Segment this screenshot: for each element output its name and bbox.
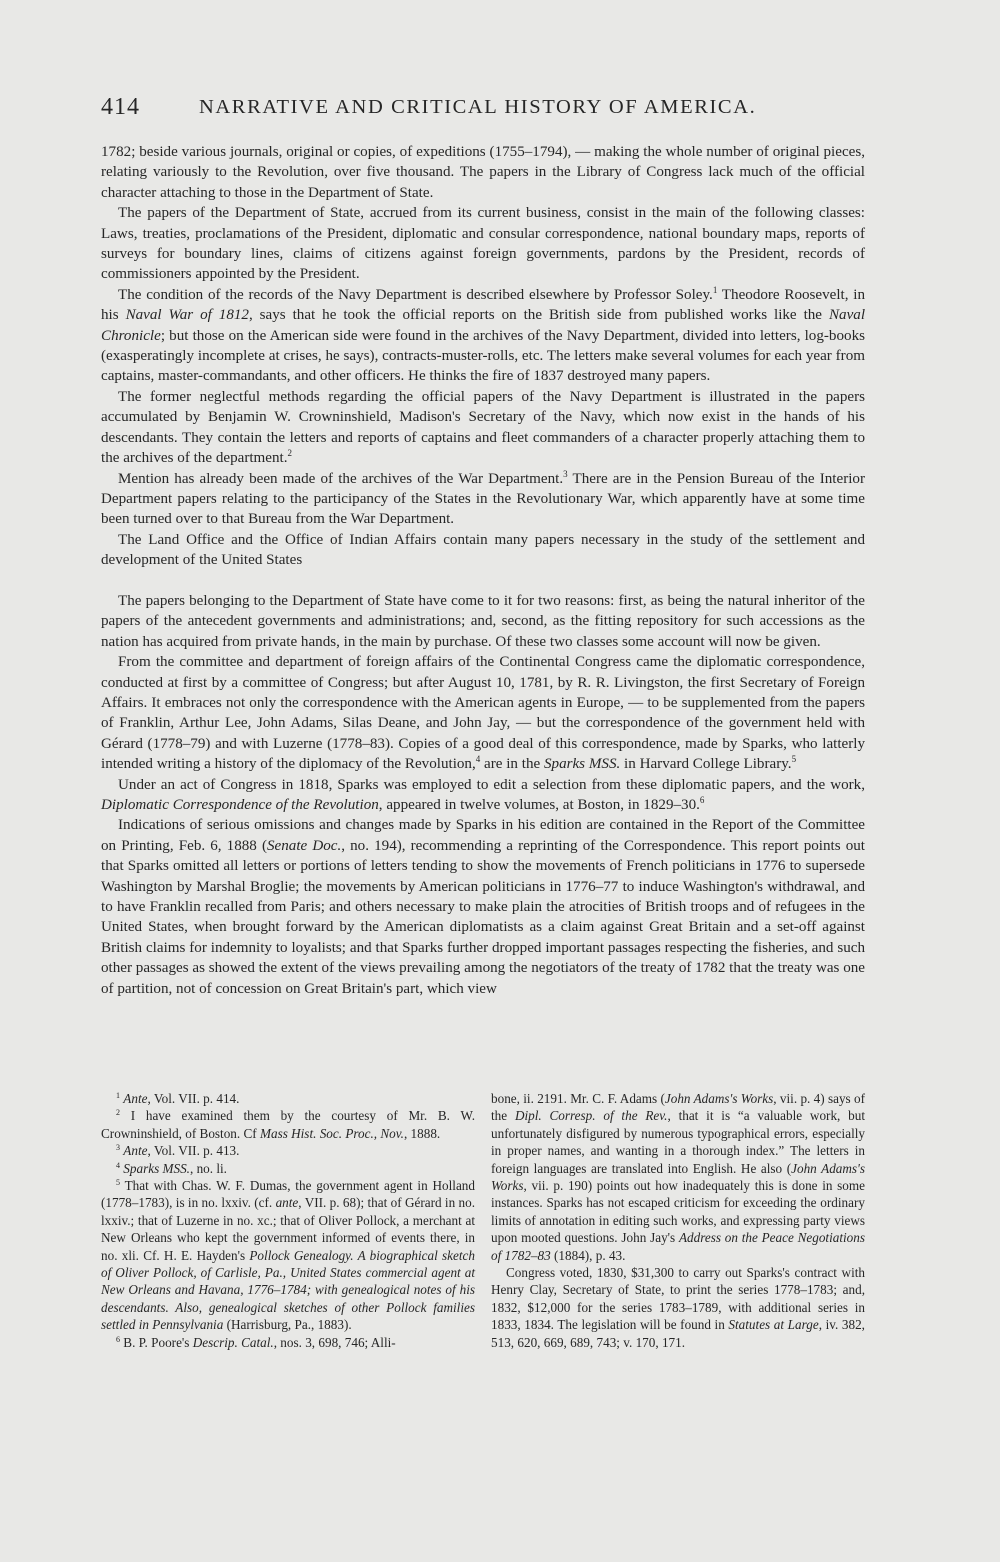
paragraph: The papers of the Department of State, accrued from its current business, consist in the main of the following classes: Laws, treaties, proclamations of the President, diplomatic and consular correspondence, national boundary maps, reports of surveys for boundary lines, claims of citizens against foreign governments, pardons by the President, records of commissioners appointed by the President.: [101, 205, 865, 283]
text-run: in Harvard College Library.: [620, 756, 792, 773]
footnote: [101, 1107, 475, 1142]
italic-title: Naval Chronicle: [101, 307, 866, 344]
italic-title: ante: [275, 1195, 299, 1211]
footnote-ref: 4: [475, 754, 481, 765]
text-run: The condition of the records of the Navy Department is described elsewhere by Professor Soley.: [118, 286, 713, 303]
footnote-ref: 1: [712, 284, 718, 295]
text-run: , vii. p. 190) points out how inadequately this is done in some instances. Sparks has not escaped criticism for exceeding the ordinary limits of annotation in editing such works, and expressing party views upon mooted questions. John Jay's: [491, 1178, 865, 1246]
paragraph: 1782; beside various journals, original or copies, of expeditions (1755–1794), — making the whole number of original pieces, relating variously to the Revolution, over five thousand. The papers in the Library of Congress lack much of the official character attaching to those in the Department of State.: [101, 144, 865, 201]
text-run: , vii. p. 4) says of the: [491, 1091, 865, 1124]
text-run: are in the: [480, 756, 544, 773]
footnote-number: 2: [116, 1108, 120, 1118]
text-run: , 1888.: [403, 1125, 441, 1141]
footnote: [101, 1334, 475, 1351]
text-run: From the committee and department of foreign affairs of the Continental Congress came the diplomatic correspondence, conducted at first by a committee of Congress; but after August 10, 1781, by R. R. Livingston, the first Secretary of Foreign Affairs. It embraces not only the correspondence with the American agents in Europe, — to be supplemented from the papers of Franklin, Arthur Lee, John Adams, Silas Deane, and John Jay, — but the correspondence of the government held with Gérard (1778–79) and with Luzerne (1778–83). Copies of a good deal of this correspondence, made by Sparks, who latterly intended writing a history of the diplomacy of the Revolution,: [101, 654, 865, 773]
paragraph: [101, 652, 865, 774]
text-run: , VII. p. 68); that of Gérard in no. lxxiv.; that of Luzerne in no. xc.; that of Oliver Pollock, a merchant at New Orleans who kept the government informed of events there, in no. xli. Cf. H. E. Hayden's: [101, 1195, 475, 1263]
paragraph: The Land Office and the Office of Indian Affairs contain many papers necessary in the study of the settlement and development of the United States: [101, 531, 865, 569]
text-run: , says that he took the official reports on the British side from published works like the: [248, 307, 829, 324]
italic-title: Ante: [123, 1091, 148, 1106]
text-run: bone, ii. 2191. Mr. C. F. Adams (: [491, 1091, 665, 1106]
footnote: [101, 1090, 475, 1107]
text-run: , no. li.: [189, 1160, 227, 1176]
text-run: , Vol. VII. p. 414.: [147, 1091, 240, 1106]
footnote-ref: 6: [699, 794, 705, 805]
footnote: [101, 1142, 475, 1159]
text-run: Congress voted, 1830, $31,300 to carry out Sparks's contract with Henry Clay, Secretary of State, to print the series 1778–1783; and, 1832, $12,000 for the series 1783–1789, with additional series in 1833, 1834. The legislation will be found in: [491, 1265, 865, 1333]
italic-title: Naval War of 1812: [125, 307, 249, 324]
text-run: That with Chas. W. F. Dumas, the government agent in Holland (1778–1783), is in no. lxxiv. (cf.: [101, 1178, 475, 1211]
text-run: , that it is “a valuable work, but unfortunately disfigured by numerous typographical errors, especially in proper names, and wanting in a thorough index.” The letters in foreign languages are translated into English. He also (: [491, 1108, 865, 1176]
footnote-number: 6: [116, 1334, 120, 1344]
footnote-paragraph: [491, 1264, 865, 1351]
paragraph: [101, 285, 865, 387]
italic-title: Ante: [123, 1143, 148, 1159]
text-run: I have examined them by the courtesy of Mr. B. W. Crowninshield, of Boston. Cf: [101, 1108, 475, 1141]
italic-title: Pollock Genealogy. A biographical sketch of Oliver Pollock, of Carlisle, Pa., United States commercial agent at New Orleans and Havana, 1776–1784; with genealogical notes of his descendants. Also, genealogical sketches of other Pollock families settled in Pennsylvania: [101, 1247, 475, 1333]
footnote: [101, 1177, 475, 1334]
paragraph: [101, 775, 865, 816]
text-run: B. P. Poore's: [120, 1334, 193, 1350]
footnote: [101, 1160, 475, 1177]
text-run: Theodore Roosevelt, in his: [101, 286, 866, 324]
text-run: (Harrisburg, Pa., 1883).: [223, 1317, 352, 1333]
text-run: Mention has already been made of the archives of the War Department.: [118, 470, 564, 487]
footnote-number: 5: [116, 1178, 120, 1188]
main-text: [101, 142, 865, 999]
text-run: , nos. 3, 698, 746; Alli-: [273, 1334, 396, 1350]
paragraph: [101, 469, 865, 530]
text-run: , Vol. VII. p. 413.: [147, 1143, 240, 1159]
italic-title: Descrip. Catal.: [192, 1334, 274, 1350]
footnotes-left-column: [101, 1090, 475, 1351]
footnote-ref: 2: [287, 448, 292, 459]
footnote-number: 3: [116, 1143, 120, 1153]
paragraph: [101, 387, 865, 469]
italic-title: John Adams's Works: [664, 1091, 774, 1106]
text-run: Under an act of Congress in 1818, Sparks was employed to edit a selection from these diplomatic papers, and the work,: [118, 776, 865, 793]
italic-title: Sparks MSS.: [543, 756, 621, 773]
italic-title: Diplomatic Correspondence of the Revolution: [101, 796, 379, 813]
footnote-number: 1: [116, 1091, 120, 1100]
italic-title: Senate Doc.: [266, 837, 342, 854]
footnote-number: 4: [116, 1160, 120, 1170]
page-number: 414: [101, 94, 140, 120]
text-run: The former neglectful methods regarding the official papers of the Navy Department is illustrated in the papers accumulated by Benjamin W. Crowninshield, Madison's Secretary of the Navy, which now exist in the hands of his descendants. They contain the letters and reports of captains and fleet commanders of a character properly attaching them to the archives of the department.: [101, 388, 865, 467]
text-run: Indications of serious omissions and changes made by Sparks in his edition are contained in the Report of the Committee on Printing, Feb. 6, 1888 (: [101, 817, 865, 854]
paragraph: The papers belonging to the Department of State have come to it for two reasons: first, as being the natural inheritor of the papers of the antecedent governments and administrations; and, second, as the fitting repository for such accessions as the nation has acquired from private hands, in the main by purchase. Of these two classes some account will now be given.: [101, 592, 865, 650]
paragraph: [101, 815, 865, 999]
text-run: , appeared in twelve volumes, at Boston, in 1829–30.: [378, 796, 700, 813]
italic-title: Address on the Peace Negotiations of 1782–83: [491, 1230, 865, 1263]
footnotes-right-column: [491, 1090, 865, 1351]
footnote-ref: 3: [563, 468, 568, 479]
text-run: ; but those on the American side were found in the archives of the Navy Department, divided into letters, log-books (exasperatingly incomplete at crises, he says), contracts-muster-rolls, etc. The letters make several volumes for each year from captains, master-commandants, and other officers. He thinks the fire of 1837 destroyed many papers.: [101, 327, 865, 385]
italic-title: John Adams's Works: [491, 1160, 865, 1194]
italic-title: Mass Hist. Soc. Proc., Nov.: [259, 1125, 404, 1141]
text-run: (1884), p. 43.: [550, 1247, 626, 1263]
italic-title: Sparks MSS.: [123, 1160, 190, 1176]
italic-title: Statutes at Large: [728, 1317, 819, 1333]
text-run: , iv. 382, 513, 620, 669, 689, 743; v. 170, 171.: [491, 1317, 865, 1350]
running-head: [101, 94, 871, 124]
italic-title: Dipl. Corresp. of the Rev.: [514, 1108, 668, 1124]
footnote-continuation: [491, 1090, 865, 1264]
running-title: NARRATIVE AND CRITICAL HISTORY OF AMERICA.: [199, 96, 757, 118]
text-run: , no. 194), recommending a reprinting of the Correspondence. This report points out that Sparks omitted all letters or portions of letters tending to show the movements of French politicians in 1776 to supersede Washington by Marshal Broglie; the movements by American politicians in 1776–77 to induce Washington's withdrawal, and to have Franklin recalled from Paris; and others necessary to make plain the atrocities of British troops and of refugees in the United States, when brought forward by the American diplomatists as a claim against Great Britain and a set-off against British claims for indemnity to loyalists; and that Sparks further dropped important passages respecting the fisheries, and such other passages as showed the extent of the views prevailing among the negotiators of the treaty of 1782 that the treaty was one of partition, not of concession on Great Britain's part, which view: [101, 837, 865, 997]
footnote-ref: 5: [791, 754, 797, 765]
text-run: There are in the Pension Bureau of the Interior Department papers relating to the participancy of the States in the Revolutionary War, which apparently have at some time been turned over to that Bureau from the War Department.: [101, 470, 865, 528]
